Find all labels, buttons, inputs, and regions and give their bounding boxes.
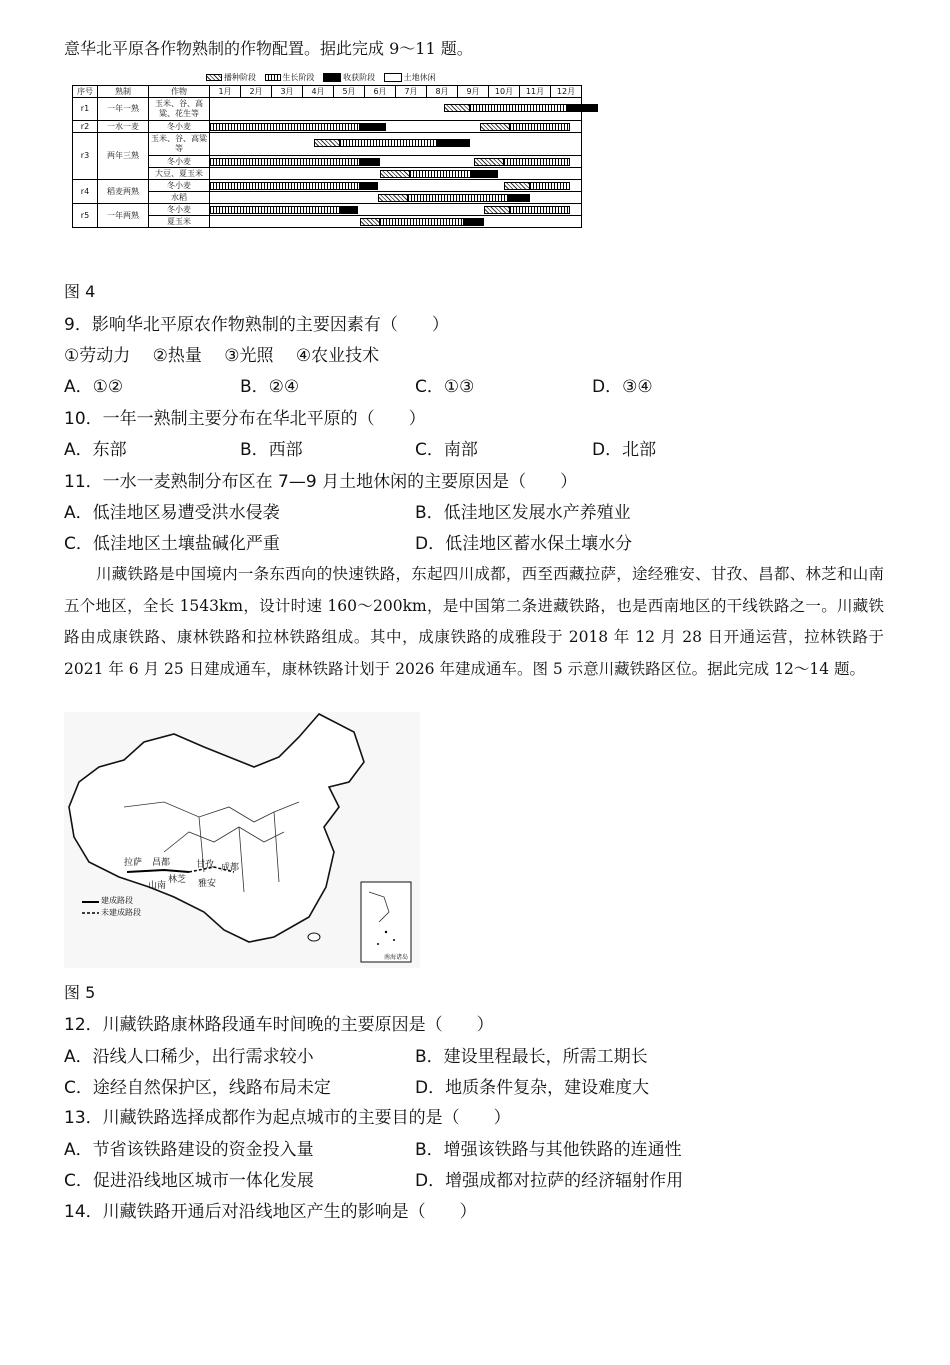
timeline-cell <box>210 180 582 192</box>
label-shannan: 山南 <box>148 881 167 891</box>
row-id: r4 <box>73 180 98 204</box>
q9-items: ①劳动力 ②热量 ③光照 ④农业技术 <box>64 346 380 366</box>
table-row <box>73 168 582 180</box>
grow-bar <box>504 158 570 166</box>
q12-option-b[interactable]: B．建设里程最长，所需工期长 <box>415 1047 648 1067</box>
timeline-cell <box>210 156 582 168</box>
table-row <box>73 204 582 216</box>
inset-label: 南海诸岛 <box>384 954 409 961</box>
q10-stem: 10．一年一熟制主要分布在华北平原的（ ） <box>64 409 426 429</box>
header-cell: 9月 <box>458 86 489 98</box>
crop-calendar-table <box>72 85 582 228</box>
crop-legend <box>200 72 436 83</box>
grow-bar <box>210 206 340 214</box>
grow-bar <box>340 139 438 147</box>
fallow-swatch <box>384 73 402 82</box>
harvest-bar <box>464 218 484 226</box>
q12-stem: 12．川藏铁路康林路段通车时间晚的主要原因是（ ） <box>64 1015 494 1035</box>
row-id: r2 <box>73 121 98 133</box>
timeline-cell <box>210 168 582 180</box>
row-crop: 冬小麦 <box>149 180 210 192</box>
q11-option-c[interactable]: C．低洼地区土壤盐碱化严重 <box>64 534 280 554</box>
header-cell: 作物 <box>149 86 210 98</box>
row-crop: 玉米、谷、高粱等 <box>149 133 210 156</box>
row-id: r3 <box>73 133 98 180</box>
sow-bar <box>480 123 510 131</box>
row-system: 稻麦两熟 <box>98 180 149 204</box>
sow-bar <box>360 218 380 226</box>
row-crop: 冬小麦 <box>149 121 210 133</box>
grow-bar <box>530 182 570 190</box>
q10-option-a[interactable]: A．东部 <box>64 440 127 460</box>
harvest-bar <box>438 139 470 147</box>
row-id: r1 <box>73 98 98 121</box>
q10-option-c[interactable]: C．南部 <box>415 440 478 460</box>
harvest-bar <box>360 182 378 190</box>
q12-option-c[interactable]: C．途经自然保护区，线路布局未定 <box>64 1078 331 1098</box>
row-crop: 冬小麦 <box>149 204 210 216</box>
q9-option-c[interactable]: C．①③ <box>415 377 475 397</box>
harvest-bar <box>340 206 358 214</box>
sow-bar <box>314 139 340 147</box>
q12-option-a[interactable]: A．沿线人口稀少，出行需求较小 <box>64 1047 314 1067</box>
label-ganzi: 甘孜 <box>196 860 215 870</box>
row-system: 一年两熟 <box>98 204 149 228</box>
label-lasa: 拉萨 <box>124 858 143 868</box>
row-crop: 大豆、夏玉米 <box>149 168 210 180</box>
grow-bar <box>410 170 472 178</box>
railway-passage: 川藏铁路是中国境内一条东西向的快速铁路，东起四川成都，西至西藏拉萨，途经雅安、甘孜、昌都、林芝和山南五个地区，全长 1543km，设计时速 160～200km，是中国第二条进藏铁路，也是西南地区的干线铁路之一。川藏铁路由成康铁路、康林铁路和拉林铁路组成。其中，成康铁路的成雅段于 2018 年 12 月 28 日开通运营，拉林铁路于 2021 年 6 月 25 日建成通车，康林铁路计划于 2026 年建成通车。图 5 示意川藏铁路区位。据此完成 12～14 题。 <box>64 565 884 678</box>
row-crop: 水稻 <box>149 192 210 204</box>
legend-built: 建成路段 <box>101 896 133 905</box>
q9-option-a[interactable]: A．①② <box>64 377 124 397</box>
q12-option-d[interactable]: D．地质条件复杂，建设难度大 <box>415 1078 650 1098</box>
row-crop: 夏玉米 <box>149 216 210 228</box>
table-row <box>73 180 582 192</box>
harvest-bar <box>472 170 498 178</box>
q13-option-a[interactable]: A．节省该铁路建设的资金投入量 <box>64 1140 314 1160</box>
label-chengdu: 成都 <box>221 863 240 873</box>
grow-bar <box>510 206 570 214</box>
table-row <box>73 121 582 133</box>
sow-bar <box>444 104 470 112</box>
header-cell: 12月 <box>551 86 582 98</box>
header-cell: 5月 <box>334 86 365 98</box>
q10-option-b[interactable]: B．西部 <box>240 440 303 460</box>
label-changdu: 昌都 <box>152 858 171 868</box>
q13-option-c[interactable]: C．促进沿线地区城市一体化发展 <box>64 1171 314 1191</box>
row-system: 一年一熟 <box>98 98 149 121</box>
table-row <box>73 216 582 228</box>
q13-option-b[interactable]: B．增强该铁路与其他铁路的连通性 <box>415 1140 682 1160</box>
sow-bar <box>380 170 410 178</box>
timeline-cell <box>210 121 582 133</box>
header-cell: 10月 <box>489 86 520 98</box>
q9-option-d[interactable]: D．③④ <box>592 377 653 397</box>
label-linzhi: 林芝 <box>168 875 187 885</box>
q9-option-b[interactable]: B．②④ <box>240 377 300 397</box>
timeline-cell <box>210 216 582 228</box>
row-id: r5 <box>73 204 98 228</box>
harvest-bar <box>360 158 380 166</box>
timeline-cell <box>210 204 582 216</box>
sowing-swatch <box>206 74 222 81</box>
china-railway-map <box>64 712 420 968</box>
sow-bar <box>484 206 510 214</box>
sow-bar <box>504 182 530 190</box>
grow-bar <box>408 194 508 202</box>
grow-bar <box>510 123 570 131</box>
harvest-bar <box>508 194 530 202</box>
row-system: 一水一麦 <box>98 121 149 133</box>
table-row <box>73 133 582 156</box>
table-header-row <box>73 86 582 98</box>
header-cell: 11月 <box>520 86 551 98</box>
grow-bar <box>470 104 568 112</box>
figure-4-caption: 图 4 <box>64 282 96 301</box>
legend-growing: 生长阶段 <box>282 73 315 82</box>
row-system: 两年三熟 <box>98 133 149 180</box>
q11-option-d[interactable]: D．低洼地区蓄水保土壤水分 <box>415 534 633 554</box>
header-cell: 3月 <box>272 86 303 98</box>
timeline-cell <box>210 98 582 121</box>
row-crop: 玉米、谷、高粱、花生等 <box>149 98 210 121</box>
header-cell: 4月 <box>303 86 334 98</box>
table-row <box>73 156 582 168</box>
header-cell: 7月 <box>396 86 427 98</box>
label-yaan: 雅安 <box>198 879 217 889</box>
harvest-bar <box>568 104 598 112</box>
header-cell: 熟制 <box>98 86 149 98</box>
header-cell: 1月 <box>210 86 241 98</box>
legend-unbuilt: 未建成路段 <box>101 908 141 917</box>
header-cell: 8月 <box>427 86 458 98</box>
q9-stem: 9．影响华北平原农作物熟制的主要因素有（ ） <box>64 315 449 335</box>
sow-bar <box>378 194 408 202</box>
harvest-bar <box>360 123 386 131</box>
legend-sowing: 播种阶段 <box>224 73 256 82</box>
legend-harvest: 收获阶段 <box>343 73 376 82</box>
figure-5-caption: 图 5 <box>64 983 96 1002</box>
harvest-swatch <box>323 73 341 82</box>
legend-fallow: 土地休闲 <box>403 73 436 82</box>
timeline-cell <box>210 133 582 156</box>
q11-option-a[interactable]: A．低洼地区易遭受洪水侵袭 <box>64 503 280 523</box>
q11-option-b[interactable]: B．低洼地区发展水产养殖业 <box>415 503 631 523</box>
header-cell: 2月 <box>241 86 272 98</box>
q13-stem: 13．川藏铁路选择成都作为起点城市的主要目的是（ ） <box>64 1108 511 1128</box>
table-row <box>73 98 582 121</box>
q13-option-d[interactable]: D．增强成都对拉萨的经济辐射作用 <box>415 1171 684 1191</box>
map-graphic <box>64 712 420 968</box>
grow-bar <box>210 123 360 131</box>
timeline-cell <box>210 192 582 204</box>
table-row <box>73 192 582 204</box>
q14-stem: 14．川藏铁路开通后对沿线地区产生的影响是（ ） <box>64 1202 477 1222</box>
grow-bar <box>380 218 464 226</box>
q11-stem: 11．一水一麦熟制分布区在 7—9 月土地休闲的主要原因是（ ） <box>64 472 578 492</box>
sow-bar <box>474 158 504 166</box>
row-crop: 冬小麦 <box>149 156 210 168</box>
q10-option-d[interactable]: D．北部 <box>592 440 657 460</box>
grow-bar <box>210 182 360 190</box>
grow-bar <box>210 158 360 166</box>
growing-swatch <box>265 74 281 81</box>
intro-text: 意华北平原各作物熟制的作物配置。据此完成 9～11 题。 <box>64 39 473 58</box>
header-cell: 序号 <box>73 86 98 98</box>
header-cell: 6月 <box>365 86 396 98</box>
